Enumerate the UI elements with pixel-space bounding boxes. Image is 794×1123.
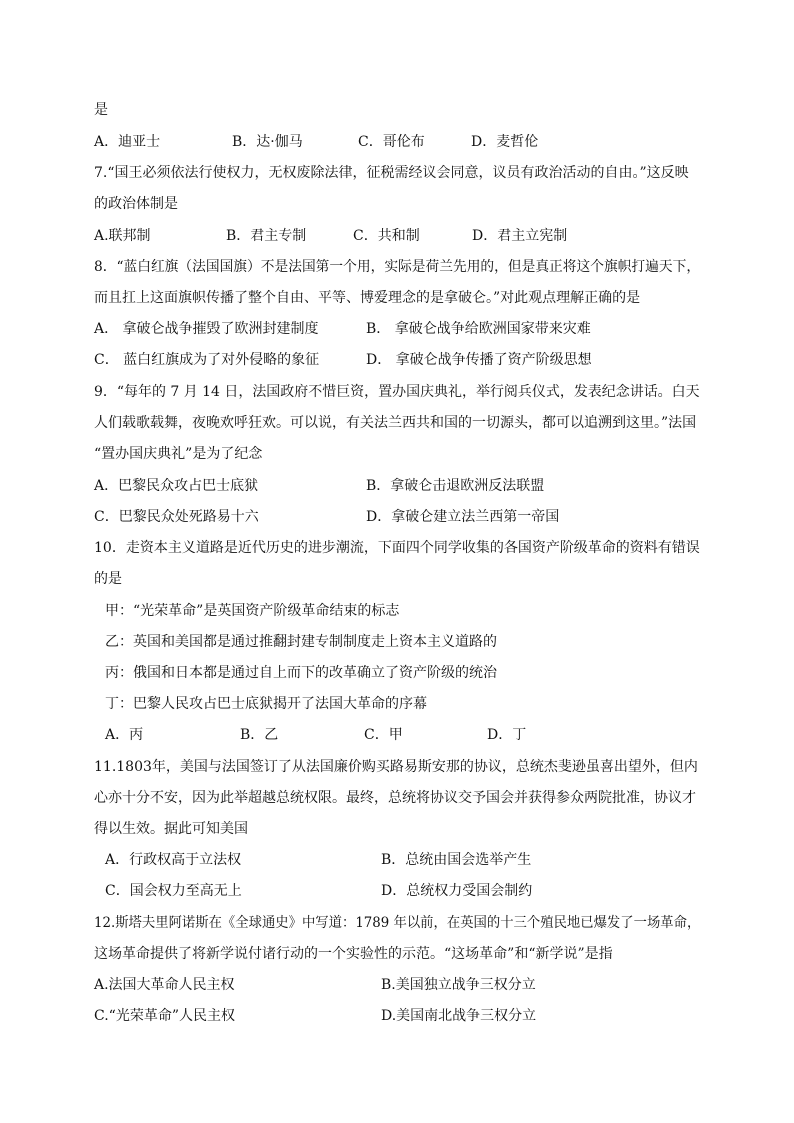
q11-option-c: C．国会权力至高无上 — [105, 883, 242, 899]
q10-option-d: D．丁 — [487, 727, 527, 743]
q9-stem-line-3: “置办国庆典礼”是为了纪念 — [94, 446, 263, 462]
q8-option-a: A． 拿破仑战争摧毁了欧洲封建制度 — [94, 321, 319, 337]
q12-option-c: C.“光荣革命”人民主权 — [94, 1008, 235, 1024]
q12-stem-line-1: 12.斯塔夫里阿诺斯在《全球通史》中写道：1789 年以前，在英国的十三个殖民地已爆发了一场革命， — [94, 915, 701, 931]
q11-option-d: D．总统权力受国会制约 — [381, 883, 533, 899]
q12-option-a: A.法国大革命人民主权 — [94, 977, 235, 993]
q10-item-yi: 乙：英国和美国都是通过推翻封建专制制度走上资本主义道路的 — [105, 634, 497, 650]
q6-option-d: D．麦哲伦 — [471, 134, 539, 150]
q8-stem-line-1: 8．“蓝白红旗（法国国旗）不是法国第一个用，实际是荷兰先用的，但是真正将这个旗帜打遍天下， — [94, 259, 701, 275]
q12-stem-line-2: 这场革命提供了将新学说付诸行动的一个实验性的示范。“这场革命”和“新学说”是指 — [94, 946, 613, 962]
q8-option-b: B． 拿破仑战争给欧洲国家带来灾难 — [366, 321, 591, 337]
q7-option-c: C．共和制 — [353, 228, 420, 244]
q10-item-bing: 丙：俄国和日本都是通过自上而下的改革确立了资产阶级的统治 — [105, 665, 497, 681]
q10-stem-line-1: 10．走资本主义道路是近代历史的进步潮流，下面四个同学收集的各国资产阶级革命的资料有错误 — [94, 540, 700, 556]
q11-stem-line-2: 心亦十分不安，因为此举超越总统权限。最终，总统将协议交予国会并获得参众两院批准，协议才 — [94, 790, 696, 806]
q12-option-b: B.美国独立战争三权分立 — [381, 977, 536, 993]
q11-option-b: B．总统由国会选举产生 — [381, 852, 532, 868]
q9-stem-line-1: 9．“每年的 7 月 14 日，法国政府不惜巨资，置办国庆典礼，举行阅兵仪式，发表纪念讲话。白天 — [94, 384, 700, 400]
q7-stem-line-2: 的政治体制是 — [94, 196, 178, 212]
q10-item-jia: 甲：“光荣革命”是英国资产阶级革命结束的标志 — [105, 603, 400, 619]
q8-option-c: C． 蓝白红旗成为了对外侵略的象征 — [94, 352, 320, 368]
q7-option-a: A.联邦制 — [94, 228, 151, 244]
q10-option-c: C．甲 — [364, 727, 403, 743]
q12-option-d: D.美国南北战争三权分立 — [381, 1008, 537, 1024]
q6-option-a: A．迪亚士 — [94, 134, 161, 150]
q9-option-d: D．拿破仑建立法兰西第一帝国 — [366, 509, 560, 525]
q10-option-a: A．丙 — [105, 727, 144, 743]
q9-stem-line-2: 人们载歌载舞，夜晚欢呼狂欢。可以说，有关法兰西共和国的一切源头，都可以追溯到这里。”法国 — [94, 415, 697, 431]
q9-option-b: B．拿破仑击退欧洲反法联盟 — [366, 478, 545, 494]
q10-option-b: B．乙 — [240, 727, 279, 743]
q11-option-a: A．行政权高于立法权 — [105, 852, 242, 868]
q10-stem-line-2: 的是 — [94, 571, 122, 587]
q11-stem-line-3: 得以生效。据此可知美国 — [94, 821, 248, 837]
q7-stem-line-1: 7.“国王必须依法行使权力，无权废除法律，征税需经议会同意，议员有政治活动的自由。”这反映 — [94, 165, 689, 181]
q7-option-b: B．君主专制 — [226, 228, 307, 244]
q8-stem-line-2: 而且扛上这面旗帜传播了整个自由、平等、博爱理念的是拿破仑。”对此观点理解正确的是 — [94, 290, 641, 306]
q11-stem-line-1: 11.1803年，美国与法国签订了从法国廉价购买路易斯安那的协议，总统杰斐逊虽喜出望外，但内 — [94, 759, 698, 775]
q6-option-b: B．达·伽马 — [232, 134, 303, 150]
q6-option-c: C．哥伦布 — [358, 134, 425, 150]
q7-option-d: D．君主立宪制 — [472, 228, 568, 244]
q9-option-c: C．巴黎民众处死路易十六 — [94, 509, 259, 525]
q8-option-d: D． 拿破仑战争传播了资产阶级思想 — [366, 352, 592, 368]
q6-tail: 是 — [94, 102, 108, 118]
q9-option-a: A．巴黎民众攻占巴士底狱 — [94, 478, 259, 494]
q10-item-ding: 丁：巴黎人民攻占巴士底狱揭开了法国大革命的序幕 — [105, 696, 427, 712]
